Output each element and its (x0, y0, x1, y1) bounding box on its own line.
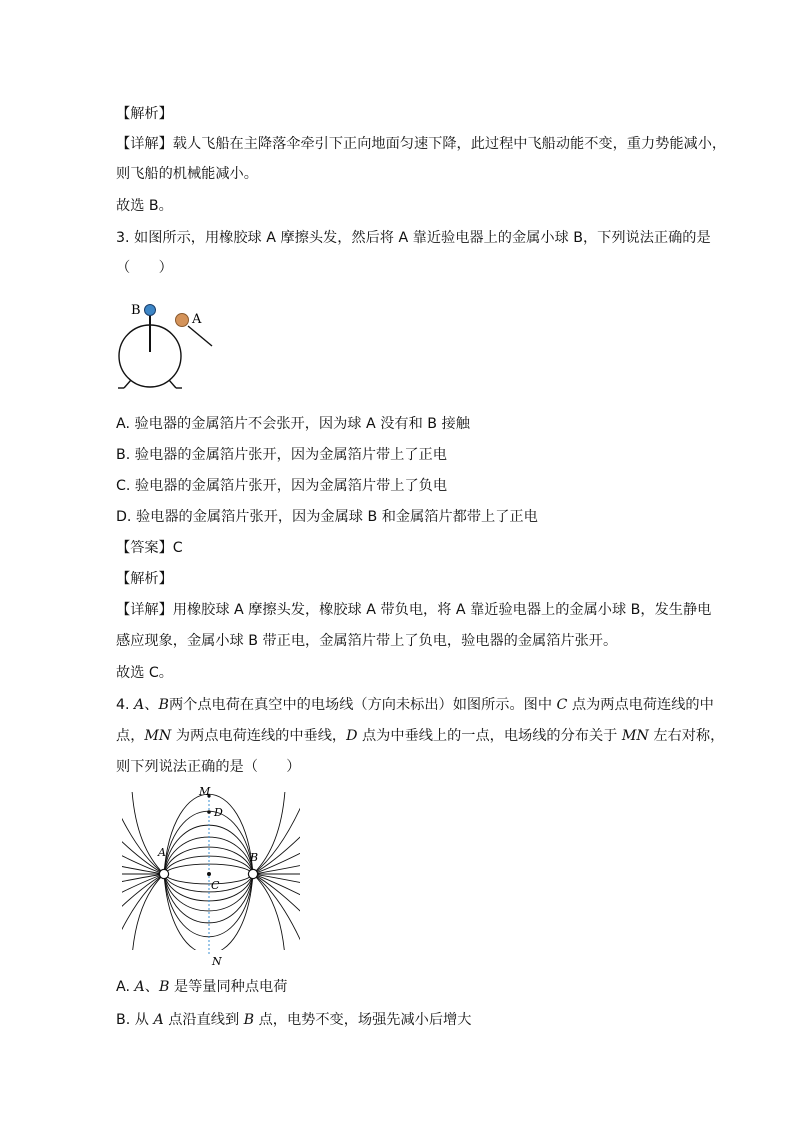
q3-conclusion: 故选 C。 (116, 665, 173, 681)
field-line-right-10 (253, 874, 286, 968)
field-line-left-10 (131, 874, 164, 968)
label-b: B (250, 851, 259, 864)
electroscope-figure (110, 296, 220, 400)
q2-detail-line-1: 【详解】载人飞船在主降落伞牵引下正向地面匀速下降，此过程中飞船动能不变，重力势能减小， (116, 136, 727, 152)
q4-stem-line-2: 点，MN 为两点电荷连线的中垂线，D 点为中垂线上的一点，电场线的分布关于 MN 左右对称， (116, 728, 725, 744)
q3-jiexi-heading: 【解析】 (116, 571, 173, 587)
q4-option-a: A. A、B 是等量同种点电荷 (116, 979, 288, 995)
q3-detail-line-1: 【详解】用橡胶球 A 摩擦头发，橡胶球 A 带负电，将 A 靠近验电器上的金属小球 B，发生静电 (116, 602, 712, 618)
field-line-left-3 (118, 807, 164, 874)
field-line-left-9 (118, 874, 164, 968)
q2-jiexi-heading: 【解析】 (116, 106, 173, 122)
label-a: A (192, 312, 202, 327)
label-n: N (212, 955, 222, 968)
charge-b (248, 869, 257, 878)
q4-option-b: B. 从 A 点沿直线到 B 点，电势不变，场强先减小后增大 (116, 1012, 472, 1028)
q2-detail-line-2: 则飞船的机械能减小。 (116, 166, 258, 182)
q3-stem-line-2: （ ） (116, 260, 173, 276)
label-c: C (211, 879, 220, 892)
field-line-left-2 (118, 782, 164, 874)
q3-option-c: C. 验电器的金属箔片张开，因为金属箔片带上了负电 (116, 478, 448, 494)
field-line-right-8 (253, 874, 304, 968)
q2-conclusion: 故选 B。 (116, 198, 173, 214)
field-line-left-7 (118, 874, 164, 941)
leg-left (124, 380, 131, 388)
q3-option-a: A. 验电器的金属箔片不会张开，因为球 A 没有和 B 接触 (116, 416, 470, 432)
point-d (207, 810, 211, 814)
field-line-left-1 (118, 782, 164, 874)
field-line-left-8 (118, 874, 164, 968)
label-d: D (214, 806, 223, 819)
field-line-right-9 (253, 874, 304, 968)
label-m: M (199, 785, 211, 798)
label-a: A (158, 846, 166, 859)
q3-stem-line-1: 3. 如图所示，用橡胶球 A 摩擦头发，然后将 A 靠近验电器上的金属小球 B，下列说法正确的是 (116, 230, 711, 246)
leg-right (169, 380, 176, 388)
q3-answer: 【答案】C (116, 540, 183, 556)
q3-option-d: D. 验电器的金属箔片张开，因为金属球 B 和金属箔片都带上了正电 (116, 509, 538, 525)
q4-stem-line-3: 则下列说法正确的是（ ） (116, 759, 301, 775)
electric-field-lines-figure (118, 782, 304, 968)
point-c (207, 872, 211, 876)
charge-a (159, 869, 168, 878)
q3-detail-line-2: 感应现象，金属小球 B 带正电，金属箔片带上了负电，验电器的金属箔片张开。 (116, 633, 618, 649)
field-line-left-0 (131, 782, 164, 874)
q3-option-b: B. 验电器的金属箔片张开，因为金属箔片带上了正电 (116, 447, 447, 463)
q4-stem-line-1: 4. A、B两个点电荷在真空中的电场线（方向未标出）如图所示。图中 C 点为两点电荷连线的中 (116, 697, 714, 713)
rubber-ball-handle (188, 326, 212, 346)
label-b: B (131, 303, 141, 318)
rubber-ball-a (176, 314, 189, 327)
metal-sphere-b (145, 305, 156, 316)
